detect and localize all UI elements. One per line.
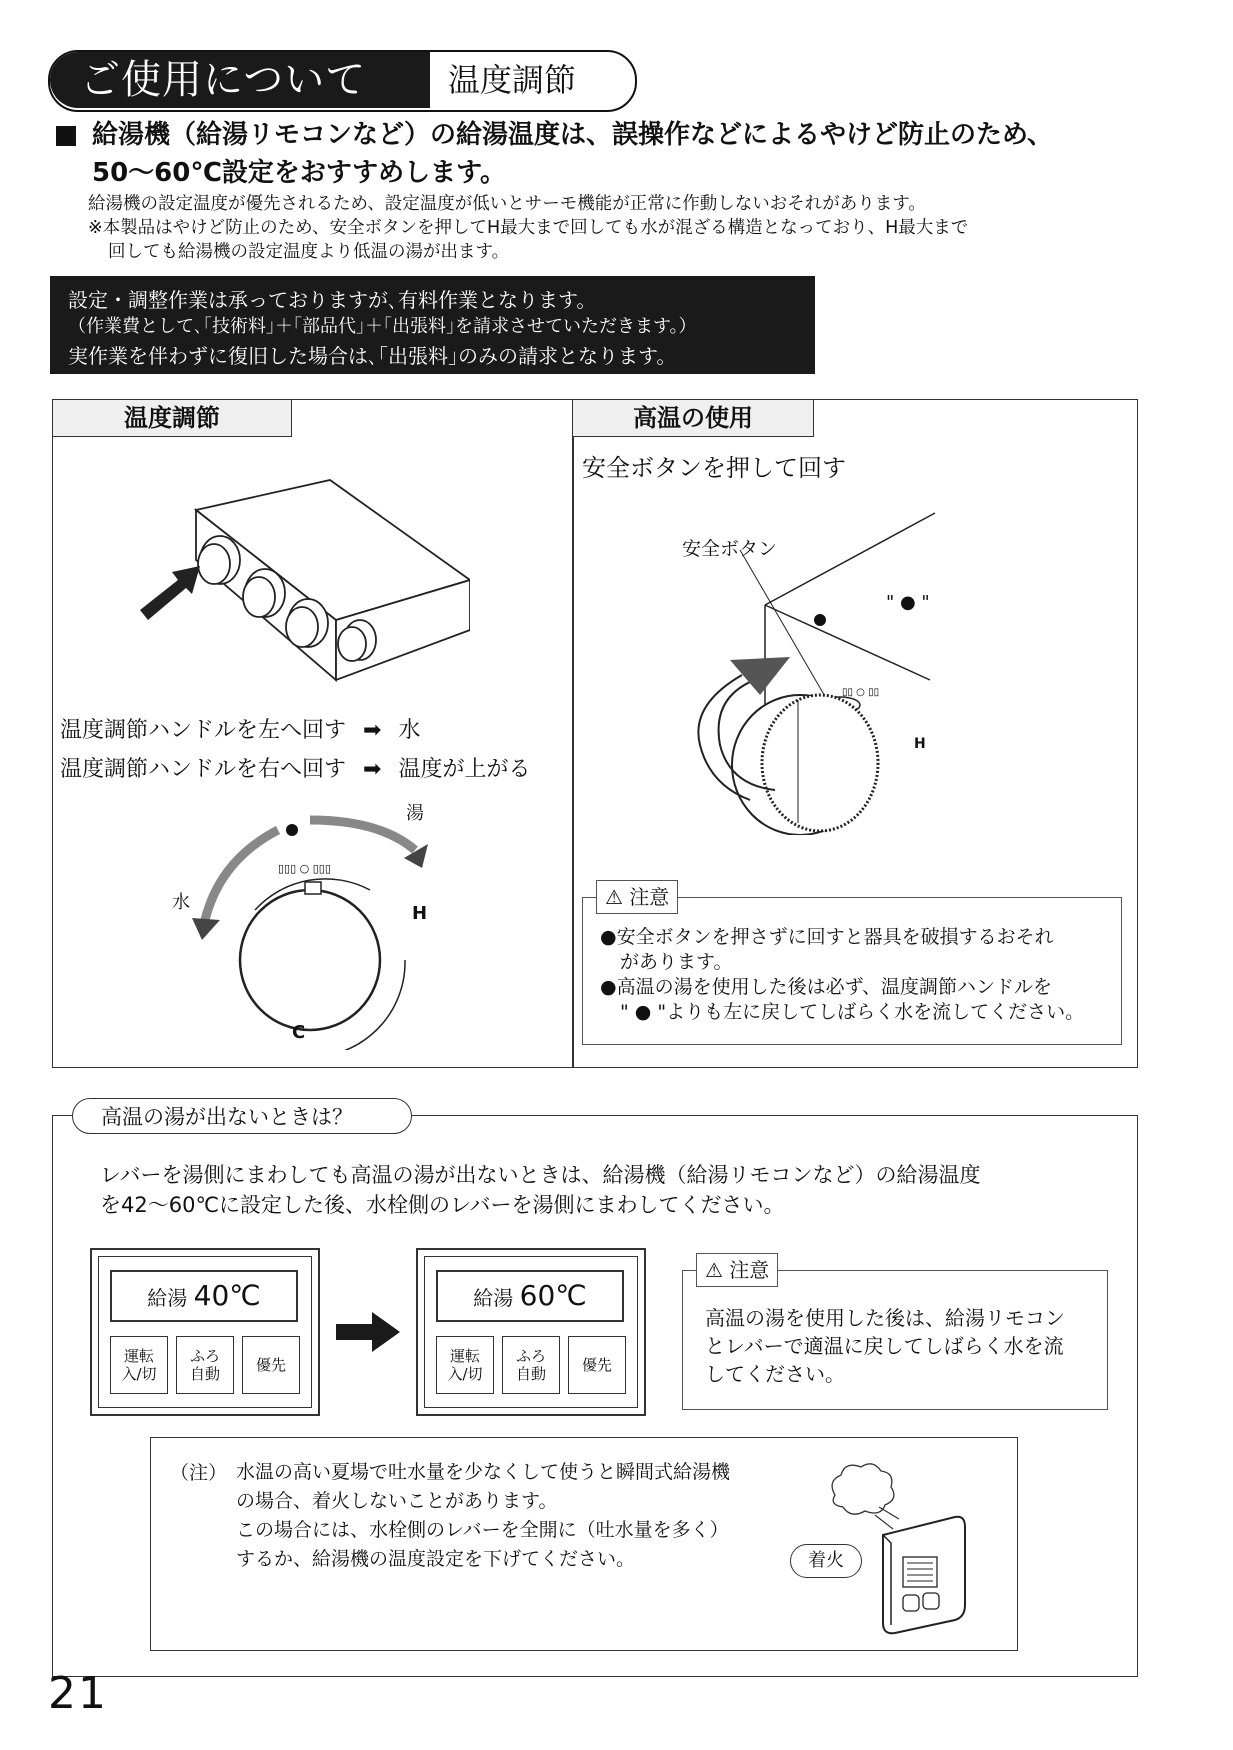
remote-after-temp: 60℃ (519, 1279, 587, 1312)
remote-before-temp: 40℃ (193, 1279, 261, 1312)
caution-remote-line-3: してください。 (705, 1362, 845, 1386)
rule-2-text: 温度調節ハンドルを右へ回す (60, 757, 347, 782)
svg-text:▯▯ ○ ▯▯: ▯▯ ○ ▯▯ (842, 687, 880, 698)
btn-bath-line-1: ふろ (189, 1347, 220, 1365)
dial-cold-label: 水 (172, 892, 190, 913)
remote-before-bath-button[interactable] (176, 1336, 234, 1394)
remote-after-bath-button[interactable] (502, 1336, 560, 1394)
panel-divider (572, 399, 574, 1068)
lead-line-2: 50～60℃設定をおすすめします。 (92, 158, 507, 188)
lead-note-3: 回しても給湯機の設定温度より低温の湯が出ます。 (108, 242, 510, 262)
safety-button-label: 安全ボタン (682, 538, 778, 560)
caution-remote-line-1: 高温の湯を使用した後は、給湯リモコン (705, 1306, 1065, 1330)
btn-bath-line-1: ふろ (515, 1347, 546, 1365)
arrow-right-icon: ➡ (363, 757, 382, 782)
remote-before-label: 給湯 (147, 1286, 188, 1310)
caution-text-remote (705, 1304, 1065, 1388)
btn-bath-line-2: 自動 (515, 1365, 546, 1383)
remote-after-display (436, 1270, 624, 1322)
note-line-2: の場合、着火しないことがあります。 (236, 1490, 558, 1512)
note-line-3: この場合には、水栓側のレバーを全開に（吐水量を多く） (236, 1519, 729, 1541)
remote-after-run-button[interactable] (436, 1336, 494, 1394)
warning-icon: ⚠ (705, 1258, 723, 1282)
tab-high-temp: 高温の使用 (572, 399, 814, 437)
rule-1-result: 水 (398, 718, 421, 743)
caution-remote-line-2: とレバーで適温に戻してしばらく水を流 (705, 1334, 1064, 1358)
note-line-4: するか、給湯機の温度設定を下げてください。 (236, 1548, 636, 1570)
lead-note-1: 給湯機の設定温度が優先されるため、設定温度が低いとサーモ機能が正常に作動しないおそれがあります。 (88, 194, 926, 214)
caution-line-3: ●高温の湯を使用した後は必ず、温度調節ハンドルを (600, 976, 1053, 998)
caution-line-1: ●安全ボタンを押さずに回すと器具を破損するおそれ (600, 926, 1054, 948)
dial-h-mark: H (412, 903, 428, 924)
no-hot-water-text (100, 1160, 981, 1220)
dial-hot-label: 湯 (406, 803, 424, 824)
temperature-dial-illustration (160, 800, 480, 1050)
page-title: ご使用について (80, 57, 367, 103)
remote-before (90, 1248, 320, 1416)
service-notice (50, 276, 815, 374)
note-line-1: 水温の高い夏場で吐水量を少なくして使うと瞬間式給湯機 (236, 1461, 731, 1483)
caution-title: 注意 (629, 885, 670, 909)
no-hot-text-1: レバーを湯側にまわしても高温の湯が出ないときは、給湯機（給湯リモコンなど）の給湯温度 (100, 1163, 981, 1187)
notice-line-1: 設定・調整作業は承っておりますが､有料作業となります。 (68, 288, 597, 312)
tab-temperature: 温度調節 (52, 399, 292, 437)
page-subtitle: 温度調節 (448, 61, 577, 99)
lead-text (92, 116, 1152, 192)
arrow-right-icon (336, 1310, 402, 1354)
no-hot-water-title: 高温の湯が出ないときは？ (72, 1098, 412, 1134)
remote-after-priority-button[interactable]: 優先 (568, 1336, 626, 1394)
lead-notes (88, 192, 1168, 264)
rule-2 (60, 752, 530, 783)
rule-1 (60, 713, 420, 744)
high-temp-heading: 安全ボタンを押して回す (582, 454, 846, 482)
caution-title: 注意 (729, 1258, 770, 1282)
btn-run-line-2: 入/切 (121, 1365, 157, 1383)
lead-note-2: ※本製品はやけど防止のため、安全ボタンを押してH最大まで回しても水が混ざる構造となっており、H最大まで (88, 218, 969, 238)
remote-after (416, 1248, 646, 1416)
remote-before-run-button[interactable] (110, 1336, 168, 1394)
caution-text-safety (600, 925, 1084, 1025)
notice-line-2: （作業費として､｢技術料｣＋｢部品代｣＋｢出張料｣を請求させていただきます。） (68, 316, 697, 337)
lead-line-1: 給湯機（給湯リモコンなど）の給湯温度は、誤操作などによるやけど防止のため、 (92, 120, 1053, 150)
no-hot-text-2: を42～60℃に設定した後、水栓側のレバーを湯側にまわしてください。 (100, 1193, 785, 1217)
remote-before-display (110, 1270, 298, 1322)
safety-dot-label: " ● " (886, 592, 930, 613)
thermostat-unit-illustration (130, 470, 470, 690)
note-prefix: （注） (170, 1462, 228, 1484)
rule-1-text: 温度調節ハンドルを左へ回す (60, 718, 347, 743)
notice-line-3: 実作業を伴わずに復旧した場合は､｢出張料｣のみの請求となります。 (68, 344, 677, 368)
bullet-square-icon (56, 126, 76, 146)
page-number: 21 (48, 1668, 108, 1719)
caution-line-2: があります。 (620, 951, 733, 973)
note-text (236, 1458, 730, 1574)
caution-tab-remote (696, 1253, 778, 1287)
ignite-label: 着火 (790, 1544, 862, 1578)
dial-c-mark: C (292, 1022, 306, 1043)
btn-run-line-2: 入/切 (447, 1365, 483, 1383)
svg-text:▯▯▯ ○ ▯▯▯: ▯▯▯ ○ ▯▯▯ (278, 862, 331, 875)
arrow-right-icon: ➡ (363, 718, 382, 743)
btn-bath-line-2: 自動 (189, 1365, 220, 1383)
remote-before-priority-button[interactable]: 優先 (242, 1336, 300, 1394)
warning-icon: ⚠ (605, 885, 623, 909)
safety-h-mark: H (914, 736, 926, 752)
btn-run-line-1: 運転 (123, 1347, 154, 1365)
remote-after-label: 給湯 (473, 1286, 514, 1310)
rule-2-result: 温度が上がる (398, 757, 531, 782)
caution-line-4: " ● "よりも左に戻してしばらく水を流してください。 (620, 1001, 1085, 1023)
caution-tab-safety (596, 880, 678, 914)
btn-run-line-1: 運転 (449, 1347, 480, 1365)
